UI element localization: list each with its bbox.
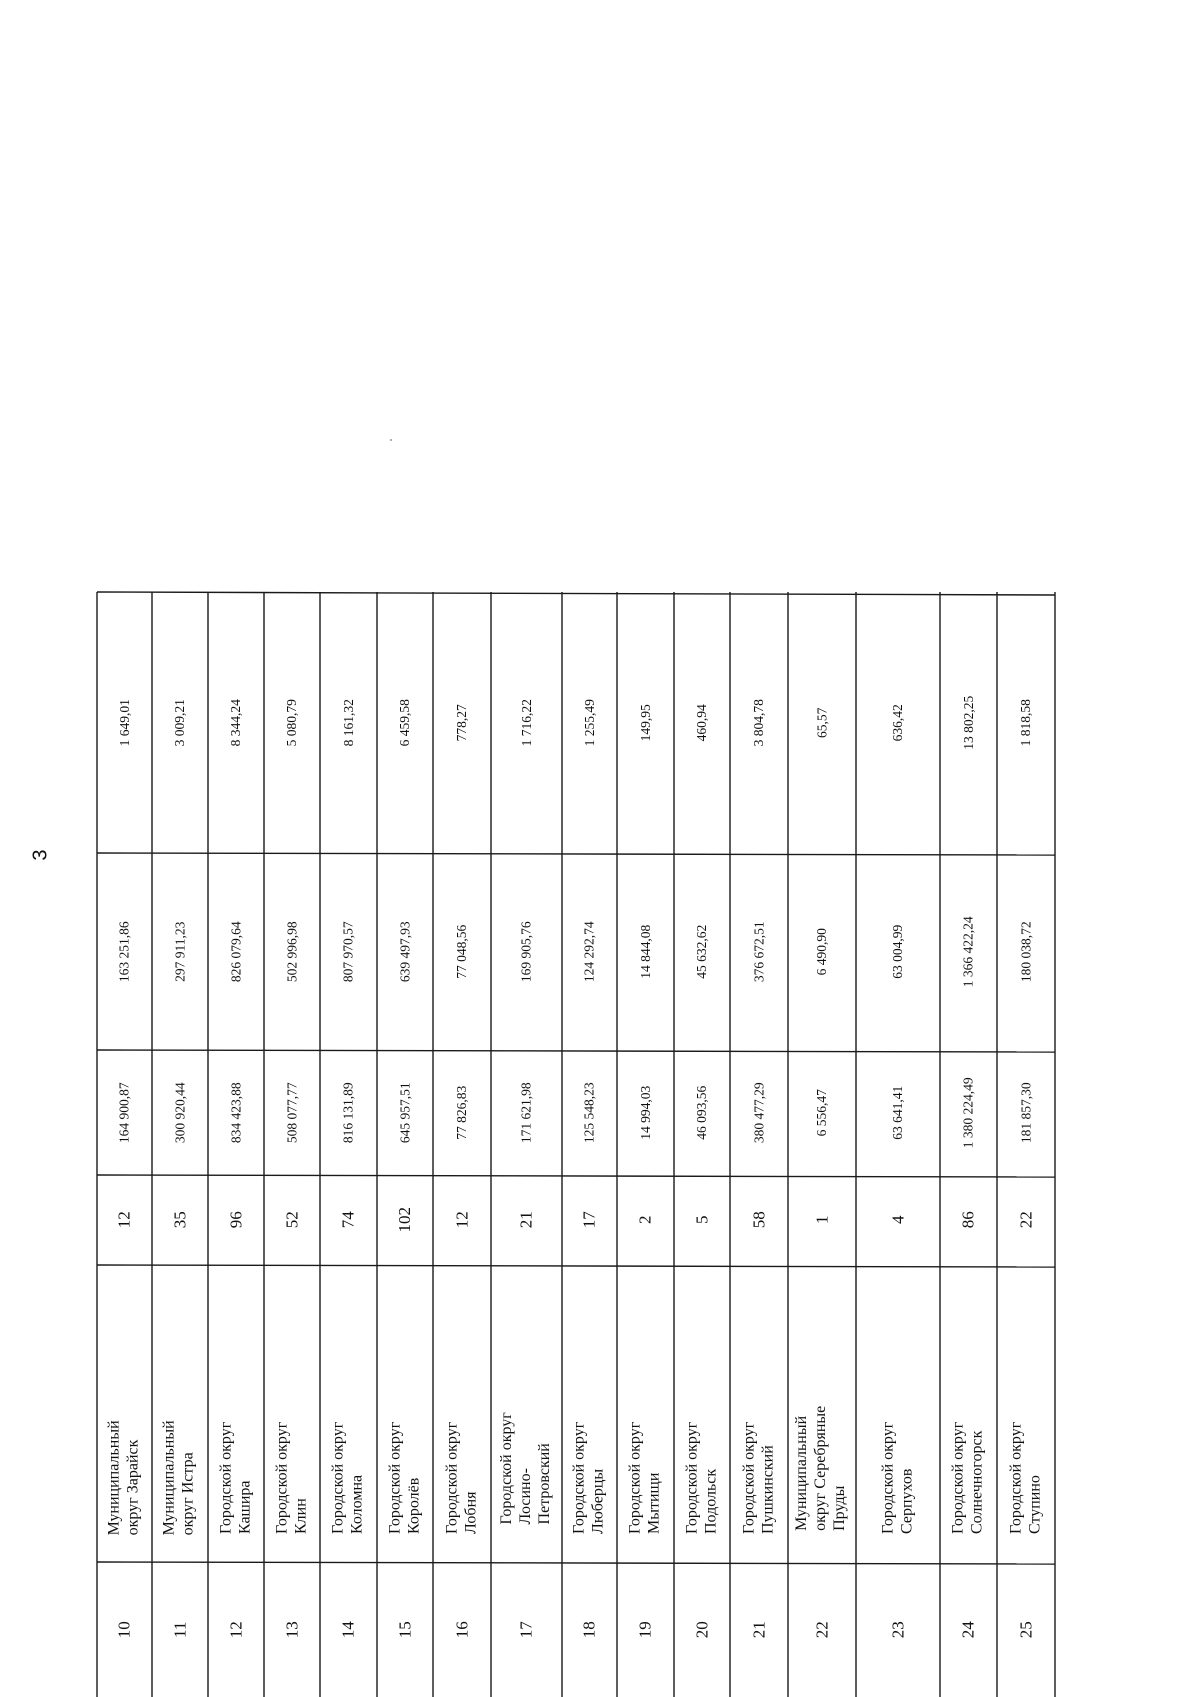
- amount-subsidy: 63 004,99: [890, 924, 906, 979]
- district-name-line: Коломна: [348, 1475, 366, 1535]
- row-number: 21: [749, 1620, 769, 1638]
- row-number: 22: [812, 1620, 832, 1638]
- row-number-cell: [858, 1565, 938, 1694]
- district-name-cell: [942, 1268, 995, 1559]
- row-number: 18: [579, 1620, 599, 1638]
- amount-local: 460,94: [694, 703, 710, 742]
- amount-total-cell: [154, 1053, 206, 1172]
- object-count-cell: [732, 1178, 786, 1262]
- amount-subsidy-cell: [619, 856, 672, 1047]
- amount-local: 8 161,32: [340, 698, 356, 747]
- amount-total: 164 900,87: [116, 1082, 132, 1143]
- row-number-cell: [99, 1565, 150, 1694]
- amount-total-cell: [564, 1053, 615, 1172]
- amount-local: 65,57: [814, 707, 830, 738]
- object-count-cell: [379, 1178, 431, 1262]
- object-count: 74: [338, 1211, 358, 1229]
- district-name-line: округ Серебряные: [812, 1406, 830, 1532]
- amount-subsidy: 124 292,74: [581, 921, 597, 982]
- district-name-cell: [564, 1268, 615, 1559]
- amount-local: 778,27: [454, 703, 470, 742]
- amount-local-cell: [732, 595, 786, 850]
- amount-local-cell: [858, 595, 938, 850]
- district-name: [161, 1421, 199, 1536]
- district-name: [627, 1422, 665, 1534]
- district-name-line: Муниципальный: [793, 1416, 811, 1532]
- district-name-line: Подольск: [702, 1469, 719, 1535]
- amount-subsidy: 297 911,23: [172, 921, 188, 982]
- amount-subsidy: 807 970,57: [340, 921, 356, 982]
- amount-subsidy: 45 632,62: [694, 924, 710, 979]
- amount-local: 6 459,58: [397, 698, 413, 747]
- district-name-line: Клин: [292, 1498, 309, 1535]
- amount-total: 645 957,51: [397, 1082, 413, 1143]
- amount-local: 149,95: [637, 703, 653, 742]
- amount-total: 14 994,03: [637, 1085, 653, 1140]
- district-name-cell: [858, 1268, 938, 1559]
- amount-local: 1 255,49: [581, 698, 597, 747]
- row-number: 11: [170, 1621, 190, 1638]
- row-number-cell: [676, 1565, 728, 1694]
- row-number: 10: [114, 1620, 134, 1638]
- amount-subsidy-cell: [210, 856, 262, 1047]
- district-name-cell: [435, 1268, 489, 1559]
- amount-local-cell: [619, 595, 672, 850]
- row-number-cell: [379, 1565, 431, 1694]
- district-name-line: Солнечногорск: [968, 1430, 986, 1535]
- district-name-line: Городской округ: [740, 1421, 758, 1535]
- district-name: [386, 1422, 424, 1534]
- amount-local-cell: [493, 595, 560, 850]
- row-number: 19: [635, 1620, 655, 1638]
- row-number-cell: [564, 1565, 615, 1694]
- amount-total-cell: [858, 1053, 938, 1172]
- amount-subsidy: 163 251,86: [116, 921, 132, 982]
- object-count: 86: [958, 1211, 978, 1229]
- district-name: [794, 1406, 851, 1531]
- district-name-line: Пушкинский: [759, 1445, 776, 1535]
- amount-local-cell: [266, 595, 318, 850]
- column-border-line: [97, 1562, 1055, 1564]
- amount-total: 125 548,23: [581, 1082, 597, 1143]
- amount-subsidy-cell: [266, 856, 318, 1047]
- column-border-line: [97, 853, 1055, 855]
- object-count-cell: [266, 1178, 318, 1262]
- object-count: 12: [114, 1211, 134, 1229]
- amount-subsidy-cell: [435, 856, 489, 1047]
- amount-total-cell: [999, 1053, 1053, 1172]
- row-number-cell: [435, 1565, 489, 1694]
- amount-local-cell: [564, 595, 615, 850]
- amount-subsidy-cell: [999, 856, 1053, 1047]
- row-number: 24: [958, 1620, 978, 1638]
- object-count: 4: [888, 1215, 908, 1225]
- object-count: 5: [692, 1215, 712, 1225]
- row-number: 14: [338, 1620, 358, 1638]
- object-count-cell: [999, 1178, 1053, 1262]
- scan-speck: [390, 439, 392, 441]
- amount-subsidy: 502 996,98: [284, 921, 300, 982]
- district-name-line: Городской округ: [879, 1421, 897, 1535]
- district-name-cell: [210, 1268, 262, 1559]
- district-name-line: Городской округ: [217, 1421, 235, 1535]
- amount-subsidy-cell: [564, 856, 615, 1047]
- row-number-cell: [942, 1565, 995, 1694]
- page-number: 3: [29, 849, 52, 861]
- amount-subsidy: 1 366 422,24: [960, 916, 976, 987]
- object-count-cell: [858, 1178, 938, 1262]
- amount-local-cell: [999, 595, 1053, 850]
- amount-total: 508 077,77: [284, 1082, 300, 1143]
- amount-local: 636,42: [890, 703, 906, 742]
- district-name-cell: [676, 1268, 728, 1559]
- district-name-line: Городской округ: [949, 1421, 967, 1535]
- amount-local: 3 009,21: [172, 698, 188, 747]
- amount-total-cell: [619, 1053, 672, 1172]
- row-number: 12: [226, 1620, 246, 1638]
- amount-total: 181 857,30: [1018, 1082, 1034, 1143]
- amount-local-cell: [379, 595, 431, 850]
- amount-local-cell: [942, 595, 995, 850]
- amount-subsidy-cell: [99, 856, 150, 1047]
- amount-local: 13 802,25: [960, 695, 976, 750]
- amount-total-cell: [942, 1053, 995, 1172]
- amount-local: 1 649,01: [116, 698, 132, 747]
- object-count-cell: [322, 1178, 375, 1262]
- object-count: 52: [282, 1211, 302, 1229]
- amount-total-cell: [676, 1053, 728, 1172]
- district-name-line: Муниципальный: [161, 1420, 179, 1536]
- column-border-line: [97, 1265, 1055, 1267]
- row-number-cell: [999, 1565, 1053, 1694]
- amount-subsidy: 77 048,56: [454, 924, 470, 979]
- amount-subsidy-cell: [322, 856, 375, 1047]
- amount-subsidy: 639 497,93: [397, 921, 413, 982]
- amount-total: 77 826,83: [454, 1085, 470, 1140]
- district-name: [443, 1422, 481, 1534]
- district-name-line: Городской округ: [443, 1421, 461, 1535]
- district-name-line: Люберцы: [589, 1469, 607, 1535]
- object-count: 12: [452, 1211, 472, 1229]
- object-count: 96: [226, 1211, 246, 1229]
- row-number-cell: [266, 1565, 318, 1694]
- amount-local-cell: [435, 595, 489, 850]
- amount-total-cell: [435, 1053, 489, 1172]
- amount-subsidy: 169 905,76: [518, 921, 534, 982]
- object-count-cell: [99, 1178, 150, 1262]
- district-name-line: Городской округ: [386, 1421, 404, 1535]
- object-count: 1: [812, 1215, 832, 1225]
- amount-total-cell: [790, 1053, 854, 1172]
- district-name-cell: [154, 1268, 206, 1559]
- district-name-cell: [619, 1268, 672, 1559]
- amount-total: 300 920,44: [172, 1082, 188, 1143]
- district-name-cell: [999, 1268, 1053, 1559]
- column-border-line: [97, 1050, 1055, 1052]
- amount-total: 1 380 224,49: [960, 1077, 976, 1148]
- object-count: 2: [635, 1215, 655, 1225]
- district-name: [1007, 1422, 1045, 1534]
- district-name: [217, 1422, 255, 1534]
- amount-subsidy-cell: [732, 856, 786, 1047]
- district-name-line: округ Зарайск: [124, 1439, 142, 1536]
- district-name-line: Ступино: [1026, 1475, 1043, 1535]
- district-name-cell: [732, 1268, 786, 1559]
- amount-total-cell: [266, 1053, 318, 1172]
- amount-subsidy-cell: [154, 856, 206, 1047]
- district-name-line: Городской округ: [498, 1412, 516, 1525]
- district-name-cell: [790, 1268, 854, 1559]
- amount-total-cell: [210, 1053, 262, 1172]
- object-count: 35: [170, 1211, 190, 1229]
- district-name: [273, 1422, 311, 1534]
- amount-total-cell: [322, 1053, 375, 1172]
- row-number: 17: [516, 1620, 536, 1638]
- object-count-cell: [210, 1178, 262, 1262]
- district-name-line: Городской округ: [570, 1421, 588, 1535]
- amount-local: 1 818,58: [1018, 698, 1034, 747]
- object-count-cell: [154, 1178, 206, 1262]
- amount-local: 5 080,79: [284, 698, 300, 747]
- district-name-line: Пруды: [831, 1486, 849, 1532]
- district-name-cell: [493, 1268, 560, 1559]
- row-number-cell: [732, 1565, 786, 1694]
- amount-total: 171 621,98: [518, 1082, 534, 1143]
- column-border-line: [97, 1175, 1055, 1177]
- district-name: [571, 1422, 609, 1534]
- object-count: 102: [395, 1207, 415, 1233]
- amount-local-cell: [210, 595, 262, 850]
- object-count-cell: [619, 1178, 672, 1262]
- district-name: [740, 1422, 778, 1534]
- district-name-line: Городской округ: [1007, 1421, 1025, 1535]
- district-name-cell: [379, 1268, 431, 1559]
- row-number: 13: [282, 1620, 302, 1638]
- amount-subsidy-cell: [379, 856, 431, 1047]
- amount-total: 46 093,56: [694, 1085, 710, 1140]
- row-number: 15: [395, 1620, 415, 1638]
- row-number: 23: [888, 1620, 908, 1638]
- amount-total: 816 131,89: [340, 1082, 356, 1143]
- district-name-line: Кашира: [236, 1480, 253, 1535]
- district-name: [106, 1421, 144, 1536]
- district-name-cell: [266, 1268, 318, 1559]
- amount-total-cell: [379, 1053, 431, 1172]
- row-number-cell: [154, 1565, 206, 1694]
- object-count-cell: [790, 1178, 854, 1262]
- amount-subsidy: 376 672,51: [751, 921, 767, 982]
- district-name-line: Мытищи: [645, 1472, 663, 1535]
- object-count-cell: [564, 1178, 615, 1262]
- amount-subsidy-cell: [790, 856, 854, 1047]
- district-name-cell: [322, 1268, 375, 1559]
- amount-local-cell: [676, 595, 728, 850]
- amount-total: 834 423,88: [228, 1082, 244, 1143]
- row-number-cell: [322, 1565, 375, 1694]
- object-count: 22: [1016, 1211, 1036, 1229]
- amount-total: 63 641,41: [890, 1085, 906, 1140]
- amount-subsidy: 6 490,90: [814, 927, 830, 976]
- object-count: 58: [749, 1211, 769, 1229]
- district-name-line: Городской округ: [273, 1421, 291, 1535]
- amount-local: 3 804,78: [751, 698, 767, 747]
- row-number: 20: [692, 1620, 712, 1638]
- object-count: 21: [516, 1211, 536, 1229]
- amount-total-cell: [732, 1053, 786, 1172]
- district-name-cell: [99, 1268, 150, 1559]
- amount-subsidy-cell: [493, 856, 560, 1047]
- district-name: [498, 1413, 555, 1525]
- amount-total: 380 477,29: [751, 1082, 767, 1143]
- district-name-line: Городской округ: [683, 1421, 701, 1535]
- amount-total-cell: [493, 1053, 560, 1172]
- district-name: [879, 1422, 917, 1534]
- amount-local-cell: [154, 595, 206, 850]
- row-number-cell: [493, 1565, 560, 1694]
- amount-local-cell: [322, 595, 375, 850]
- amount-subsidy: 180 038,72: [1018, 921, 1034, 982]
- amount-local-cell: [790, 595, 854, 850]
- amount-local: 8 344,24: [228, 698, 244, 747]
- object-count: 17: [579, 1211, 599, 1229]
- row-number-cell: [619, 1565, 672, 1694]
- district-name-line: Петровский: [535, 1443, 553, 1525]
- district-name-line: Городской округ: [329, 1421, 347, 1535]
- district-name-line: Муниципальный: [105, 1420, 123, 1536]
- amount-local-cell: [99, 595, 150, 850]
- amount-subsidy-cell: [942, 856, 995, 1047]
- district-name-line: Серпухов: [898, 1468, 915, 1535]
- row-number-cell: [210, 1565, 262, 1694]
- amount-subsidy-cell: [676, 856, 728, 1047]
- amount-local: 1 716,22: [518, 698, 534, 747]
- district-name: [330, 1422, 368, 1534]
- amount-total-cell: [99, 1053, 150, 1172]
- object-count-cell: [676, 1178, 728, 1262]
- district-name-line: Лосино-: [517, 1468, 535, 1525]
- district-name-line: Королёв: [405, 1477, 422, 1535]
- amount-total: 6 556,47: [814, 1088, 830, 1137]
- district-name: [950, 1422, 988, 1534]
- object-count-cell: [435, 1178, 489, 1262]
- district-name-line: округ Истра: [180, 1452, 198, 1536]
- district-name-line: Лобня: [462, 1491, 479, 1535]
- amount-subsidy-cell: [858, 856, 938, 1047]
- row-number: 16: [452, 1620, 472, 1638]
- object-count-cell: [942, 1178, 995, 1262]
- object-count-cell: [493, 1178, 560, 1262]
- row-number: 25: [1016, 1620, 1036, 1638]
- district-name: [683, 1422, 721, 1534]
- amount-subsidy: 826 079,64: [228, 921, 244, 982]
- district-name-line: Городской округ: [626, 1421, 644, 1535]
- row-number-cell: [790, 1565, 854, 1694]
- amount-subsidy: 14 844,08: [637, 924, 653, 979]
